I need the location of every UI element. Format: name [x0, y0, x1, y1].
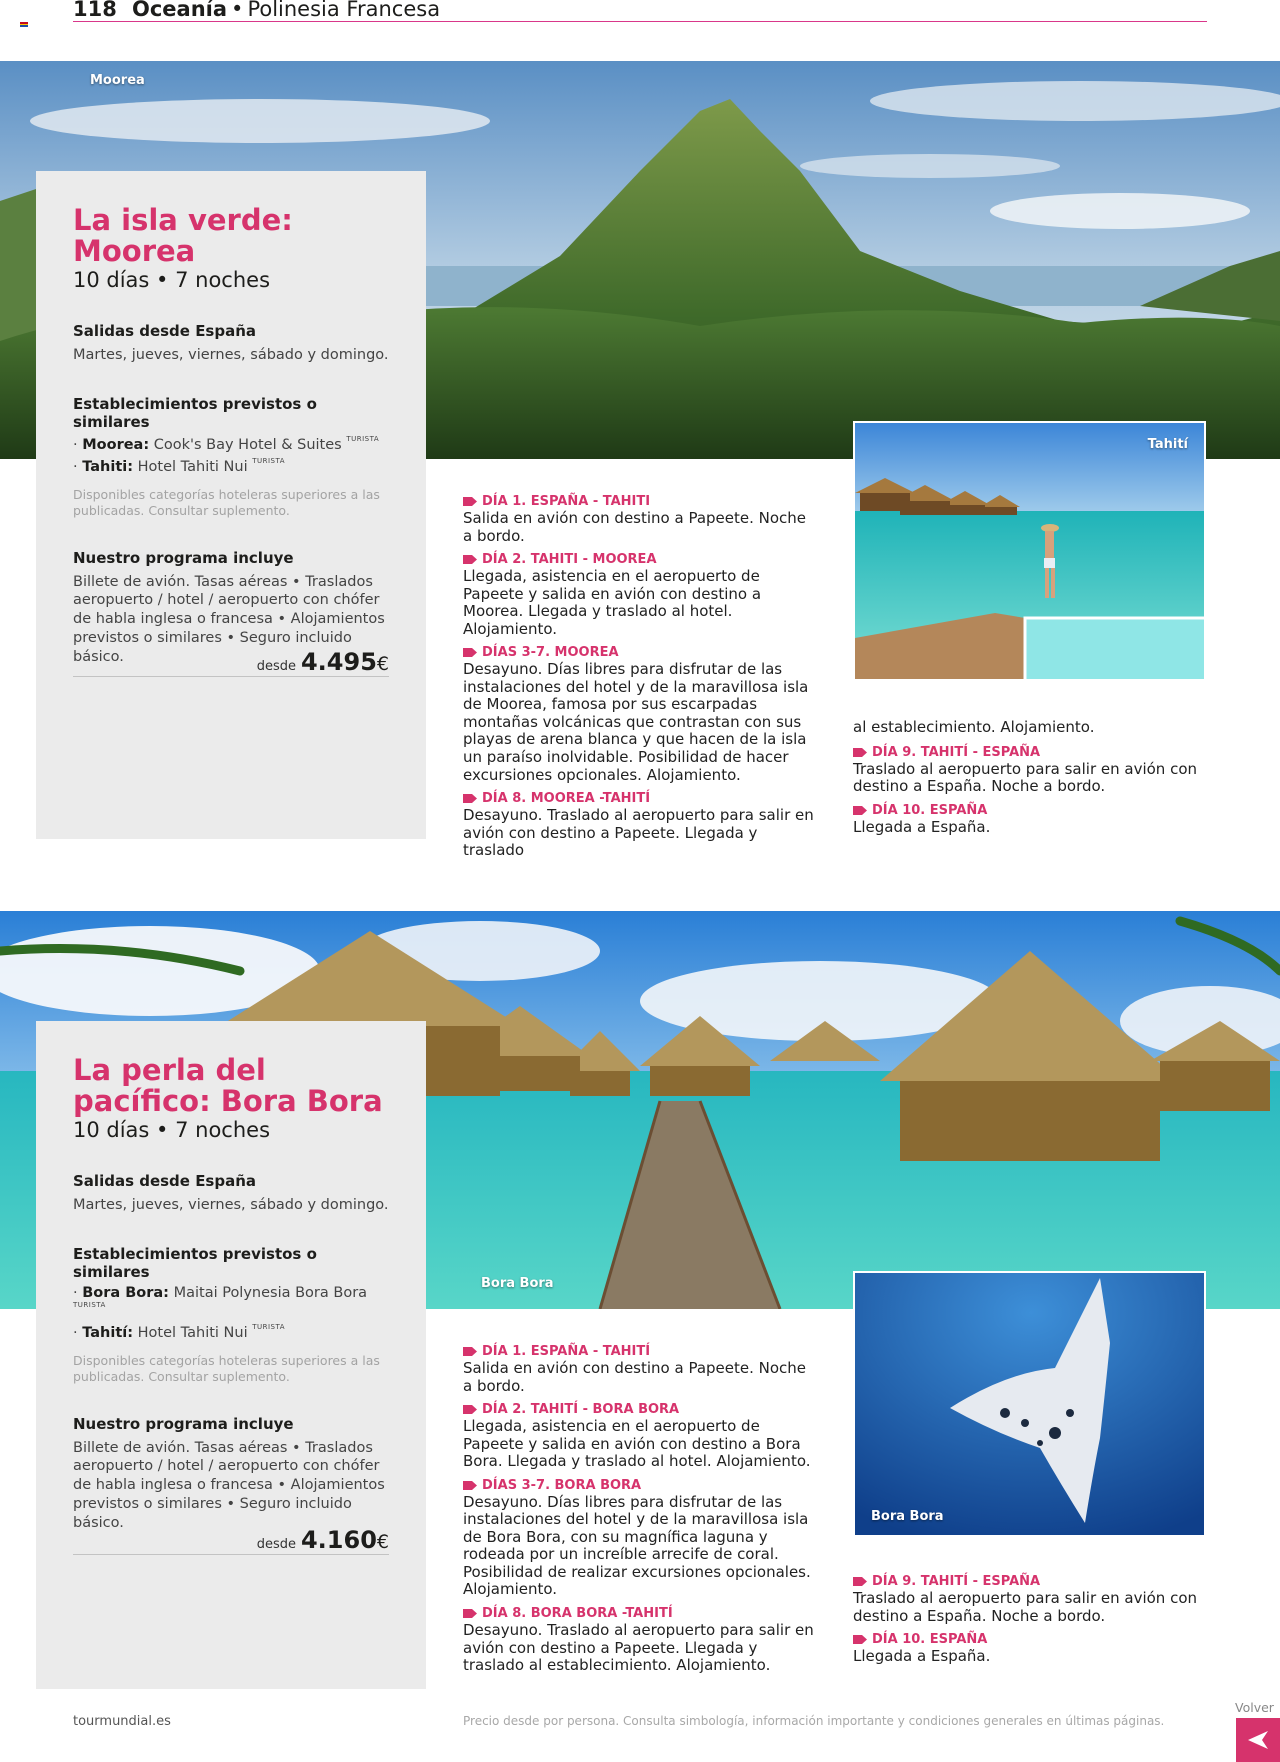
hotel-item: · Tahití: Hotel Tahiti Nui $^{TURISTA}$: [73, 1323, 286, 1342]
plane-tag-icon: [853, 805, 867, 816]
trip-title: La isla verde: Moorea: [73, 203, 293, 268]
plane-tag-icon: [463, 1608, 477, 1619]
day-text: Salida en avión con destino a Papeete. Noche a bordo.: [463, 509, 807, 545]
plane-tag-icon: [463, 793, 477, 804]
day-text: Traslado al aeropuerto para salir en avión con destino a España. Noche a bordo.: [853, 1589, 1198, 1625]
departures-heading: Salidas desde España: [73, 322, 257, 341]
plane-tag-icon: [463, 1480, 477, 1491]
hotel-name: Hotel Tahiti Nui: [137, 459, 248, 476]
header-divider: [73, 21, 1207, 22]
tahiti-lagoon-image: [855, 423, 1206, 681]
footer-disclaimer: Precio desde por persona. Consulta simbología, información importante y condiciones generales en últimas páginas.: [463, 1714, 1165, 1728]
price-divider: [73, 1554, 389, 1555]
hotel-island: Tahiti:: [82, 459, 134, 476]
trip-duration: 10 días • 7 noches: [73, 268, 271, 293]
day-text: Desayuno. Días libres para disfrutar de las instalaciones del hotel y de la maravillosa isla de Bora Bora, con su magnífica laguna y rodeada por un increíble arrecife de coral. Posibilidad de realizar excursiones opcionales. Alojamiento.: [463, 1492, 811, 1599]
day-title: DÍA 8. BORA BORA -TAHITÍ: [482, 1606, 673, 1622]
price-prefix: desde: [256, 659, 296, 674]
title-separator: •: [231, 0, 244, 21]
hotel-item: · Bora Bora: Maitai Polynesia Bora Bora $^{TURISTA}$: [73, 1285, 368, 1310]
plane-tag-icon: [853, 1634, 867, 1645]
includes-text: Billete de avión. Tasas aéreas • Traslados aeropuerto / hotel / aeropuerto con chófer de habla inglesa o francesa • Alojamientos previstos o similares • Seguro incluido básico.: [73, 1439, 385, 1531]
itinerary-day: [463, 1478, 817, 1599]
price-currency: €: [376, 1531, 389, 1553]
plane-tag-icon: [853, 747, 867, 758]
includes-heading: Nuestro programa incluye: [73, 1414, 294, 1433]
price-value: [301, 648, 389, 676]
day-text: Traslado al aeropuerto para salir en avión con destino a España. Noche a bordo.: [853, 759, 1198, 796]
day-text: Llegada, asistencia en el aeropuerto de Papeete y salida en avión con destino a Moorea. Llegada y traslado al hotel. Alojamiento.: [463, 567, 762, 638]
itinerary-day: [853, 803, 1207, 837]
hotel-island: Tahití:: [82, 1325, 134, 1342]
page-header: [0, 0, 1280, 60]
itinerary-day: [463, 494, 817, 545]
departures-text: Martes, jueves, viernes, sábado y domingo.: [73, 1197, 389, 1214]
hotel-item: · Tahiti: Hotel Tahiti Nui $^{TURISTA}$: [73, 457, 286, 476]
day-title: DÍA 2. TAHITI - MOOREA: [482, 552, 657, 568]
borabora-inset-photo: [853, 1271, 1206, 1537]
hotel-name: Hotel Tahiti Nui: [137, 1325, 248, 1342]
tahiti-inset-photo: [853, 421, 1206, 681]
moorea-itinerary-col2: [853, 718, 1207, 843]
hotel-island: Bora Bora:: [82, 1285, 169, 1302]
hero-location-label: Moorea: [90, 73, 145, 88]
flag-icon: [20, 22, 28, 27]
moorea-itinerary-col1: [463, 494, 817, 867]
itinerary-day: [463, 1344, 817, 1395]
borabora-itinerary-col2: [853, 1574, 1207, 1673]
back-label[interactable]: Volver: [1235, 1700, 1274, 1715]
hotels-note: Disponibles categorías hoteleras superiores a las publicadas. Consultar suplemento.: [73, 487, 380, 518]
day-title: DÍA 1. ESPAÑA - TAHITÍ: [482, 1344, 651, 1359]
day-title: DÍA 8. MOOREA -TAHITÍ: [482, 791, 651, 807]
day-continuation-text: al establecimiento. Alojamiento.: [853, 718, 1095, 736]
borabora-trip-card: [36, 1021, 426, 1689]
day-title: DÍA 9. TAHITÍ - ESPAÑA: [872, 744, 1041, 760]
plane-tag-icon: [463, 1346, 477, 1357]
day-title: DÍA 2. TAHITÍ - BORA BORA: [482, 1402, 680, 1418]
itinerary-day: [463, 1606, 817, 1675]
trip-title: La perla del pacífico: Bora Bora: [73, 1053, 383, 1118]
day-text: Desayuno. Traslado al aeropuerto para salir en avión con destino a Papeete. Llegada y traslado al establecimiento. Alojamiento.: [463, 1621, 814, 1675]
itinerary-day: [463, 1402, 817, 1471]
price-block: [257, 648, 389, 676]
hotel-category: TURISTA: [252, 1323, 286, 1332]
moorea-trip-card: [36, 171, 426, 839]
includes-heading: Nuestro programa incluye: [73, 548, 294, 567]
itinerary-day: [853, 745, 1207, 796]
price-value: [301, 1526, 389, 1554]
price-currency: €: [376, 653, 389, 675]
website-link[interactable]: tourmundial.es: [73, 1714, 171, 1729]
inset-location-label: Tahití: [1147, 437, 1188, 452]
price-amount: 4.160: [300, 1526, 377, 1554]
itinerary-day: [853, 1632, 1207, 1666]
price-amount: 4.495: [300, 648, 377, 676]
region-name: Oceanía: [132, 0, 228, 21]
itinerary-day: [463, 645, 817, 784]
hotel-name: Maitai Polynesia Bora Bora: [173, 1285, 368, 1302]
plane-tag-icon: [853, 1576, 867, 1587]
page-number: 118: [73, 0, 117, 21]
hotel-name: Cook's Bay Hotel & Suites: [153, 437, 342, 454]
day-title: DÍA 10. ESPAÑA: [872, 802, 988, 818]
hotel-item: · Moorea: Cook's Bay Hotel & Suites $^{TURISTA}$: [73, 435, 380, 454]
day-title: DÍAS 3-7. MOOREA: [482, 645, 619, 661]
destination-name: Polinesia Francesa: [247, 0, 441, 21]
hotels-heading: Establecimientos previstos o similares: [73, 395, 317, 432]
hotel-island: Moorea:: [82, 437, 150, 454]
plane-tag-icon: [463, 1404, 477, 1415]
plane-tag-icon: [463, 647, 477, 658]
borabora-itinerary-col1: [463, 1344, 817, 1682]
inset-location-label: Bora Bora: [871, 1509, 944, 1524]
day-title: DÍA 1. ESPAÑA - TAHITI: [482, 494, 651, 509]
departures-text: Martes, jueves, viernes, sábado y domingo.: [73, 347, 389, 364]
itinerary-day: [853, 1574, 1207, 1625]
day-title: DÍAS 3-7. BORA BORA: [482, 1477, 642, 1493]
itinerary-day: [463, 791, 817, 860]
day-title: DÍA 10. ESPAÑA: [872, 1632, 988, 1648]
price-block: [257, 1526, 389, 1554]
day-text: Desayuno. Traslado al aeropuerto para salir en avión con destino a Papeete. Llegada y traslado: [463, 806, 814, 860]
trip-duration: 10 días • 7 noches: [73, 1118, 271, 1143]
day-text: Llegada a España.: [853, 1647, 991, 1666]
day-text: Desayuno. Días libres para disfrutar de las instalaciones del hotel y de la maravillosa isla de Moorea, famosa por sus escarpadas montañas volcánicas que contrastan con sus playas de arena blanca y que hacen de la isla un paraíso inolvidable. Posibilidad de hacer excursiones opcionales. Alojamiento.: [463, 660, 809, 784]
plane-tag-icon: [463, 496, 477, 507]
day-text: Salida en avión con destino a Papeete. Noche a bordo.: [463, 1359, 807, 1395]
day-title: DÍA 9. TAHITÍ - ESPAÑA: [872, 1574, 1041, 1589]
itinerary-day: [463, 552, 817, 638]
day-text: Llegada a España.: [853, 817, 991, 836]
day-text: Llegada, asistencia en el aeropuerto de Papeete y salida en avión con destino a Bora Bora. Llegada y traslado al hotel. Alojamiento.: [463, 1417, 811, 1471]
includes-text: Billete de avión. Tasas aéreas • Traslados aeropuerto / hotel / aeropuerto con chófer de habla inglesa o francesa • Alojamientos previstos o similares • Seguro incluido básico.: [73, 573, 385, 665]
price-prefix: desde: [256, 1537, 296, 1552]
manta-ray-image: [855, 1273, 1206, 1537]
plane-tag-icon: [463, 554, 477, 565]
hotel-category: TURISTA: [346, 435, 380, 444]
arrow-left-icon: [1246, 1729, 1270, 1751]
hotel-category: TURISTA: [252, 457, 286, 466]
departures-heading: Salidas desde España: [73, 1172, 257, 1191]
price-divider: [73, 676, 389, 677]
back-button[interactable]: [1236, 1718, 1280, 1762]
hotel-category: TURISTA: [73, 1301, 106, 1310]
hero-location-label: Bora Bora: [481, 1276, 554, 1291]
hotels-note: Disponibles categorías hoteleras superiores a las publicadas. Consultar suplemento.: [73, 1353, 380, 1384]
page-title: [132, 0, 440, 21]
hotels-heading: Establecimientos previstos o similares: [73, 1245, 317, 1282]
